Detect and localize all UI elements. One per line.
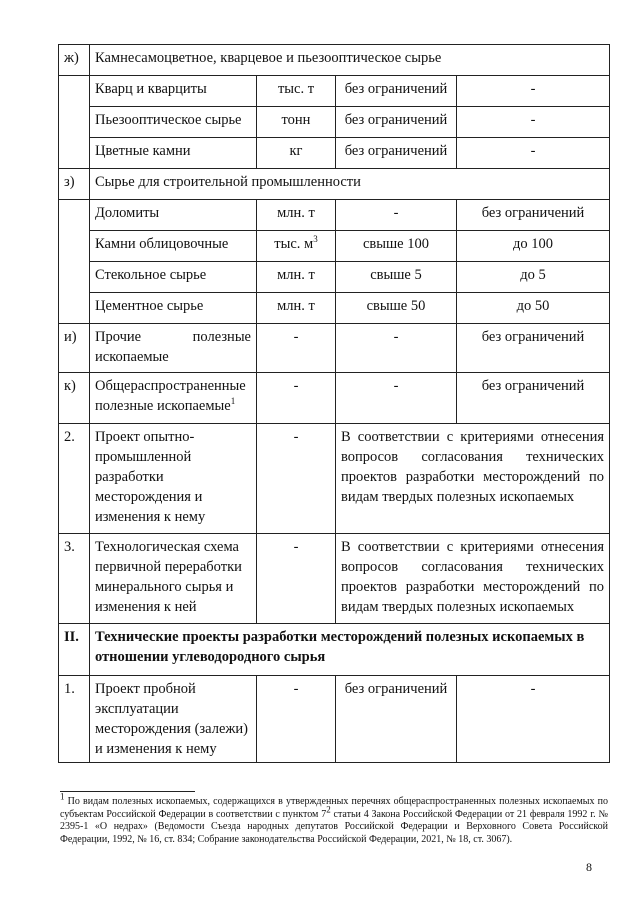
unit-cell: млн. т <box>257 262 336 293</box>
threshold-cell: - <box>336 373 457 424</box>
page-number: 8 <box>586 860 592 874</box>
group-title: Сырье для строительной промышленности <box>90 169 610 200</box>
threshold-cell: без ограничений <box>336 76 457 107</box>
threshold-cell: без ограничений <box>457 200 610 231</box>
footnote-text: статьи 4 Закона Российской Федерации от 21 февраля 1992 г. № 2395-1 «О недрах» (Ведомости Съезда народных депутатов Российской Федерации и Верховного Совета Российской Федерации, 1992, № 16, ст. 834; Собрание законодательства Российской Федерации, 2021, № 18, ст. 3067). <box>60 808 609 845</box>
empty-cell <box>59 76 90 169</box>
unit-cell: - <box>257 424 336 534</box>
threshold-cell: без ограничений <box>336 107 457 138</box>
unit-cell: - <box>257 373 336 424</box>
footnote-superscript: 2 <box>326 804 331 815</box>
project-name: Проект опытно-промышленной разработки месторождения и изменения к нему <box>90 424 257 534</box>
mineral-name: Прочие полезные ископаемые <box>90 324 257 373</box>
mineral-name: Цветные камни <box>90 138 257 169</box>
mineral-name: Стекольное сырье <box>90 262 257 293</box>
threshold-cell: без ограничений <box>457 324 610 373</box>
row-number: и) <box>59 324 90 373</box>
mineral-name: Камни облицовочные <box>90 231 257 262</box>
threshold-cell: - <box>336 324 457 373</box>
threshold-cell: - <box>457 107 610 138</box>
unit-cell: - <box>257 534 336 624</box>
name-text: Общераспространенные полезные ископаемые <box>95 378 246 414</box>
table-row <box>59 45 610 76</box>
table-row <box>59 373 610 424</box>
unit-cell: млн. т <box>257 200 336 231</box>
row-number: 1. <box>59 676 90 763</box>
threshold-cell: без ограничений <box>336 676 457 763</box>
table-row <box>59 76 610 107</box>
unit-cell: - <box>257 676 336 763</box>
row-number: з) <box>59 169 90 200</box>
unit-cell: кг <box>257 138 336 169</box>
row-number: ж) <box>59 45 90 76</box>
mineral-name: Цементное сырье <box>90 293 257 324</box>
threshold-cell: до 5 <box>457 262 610 293</box>
criteria-text: В соответствии с критериями отнесения вопросов согласования технических проектов разработки месторождений по видам твердых полезных ископаемых <box>336 424 610 534</box>
footnote-marker: 1 <box>60 791 65 802</box>
table-row <box>59 534 610 624</box>
threshold-cell: свыше 50 <box>336 293 457 324</box>
threshold-cell: - <box>457 676 610 763</box>
unit-superscript: 3 <box>313 234 318 245</box>
project-name: Технологическая схема первичной переработки минерального сырья и изменения к ней <box>90 534 257 624</box>
empty-cell <box>59 200 90 324</box>
table-row <box>59 676 610 763</box>
table-row <box>59 293 610 324</box>
threshold-cell: - <box>457 138 610 169</box>
threshold-cell: до 100 <box>457 231 610 262</box>
table-row <box>59 231 610 262</box>
mineral-name <box>90 373 257 424</box>
criteria-text: В соответствии с критериями отнесения вопросов согласования технических проектов разработки месторождений по видам твердых полезных ископаемых <box>336 534 610 624</box>
unit-cell <box>257 231 336 262</box>
name-line: Прочие полезные <box>95 329 251 345</box>
footnote-divider <box>60 791 195 792</box>
table-row <box>59 107 610 138</box>
threshold-cell: - <box>336 200 457 231</box>
table-row <box>59 200 610 231</box>
table-row <box>59 169 610 200</box>
table-row <box>59 424 610 534</box>
project-name: Проект пробной эксплуатации месторождения (залежи) и изменения к нему <box>90 676 257 763</box>
mineral-name: Пьезооптическое сырье <box>90 107 257 138</box>
section-number: II. <box>59 624 90 676</box>
requirements-table <box>58 44 610 763</box>
table-row <box>59 262 610 293</box>
row-number: к) <box>59 373 90 424</box>
unit-cell: - <box>257 324 336 373</box>
footnote-marker: 1 <box>230 396 236 407</box>
threshold-cell: без ограничений <box>457 373 610 424</box>
unit-cell: тонн <box>257 107 336 138</box>
unit-cell: тыс. т <box>257 76 336 107</box>
footnote <box>60 791 609 846</box>
section-title: Технические проекты разработки месторождений полезных ископаемых в отношении углеводородного сырья <box>90 624 610 676</box>
row-number: 3. <box>59 534 90 624</box>
mineral-name: Доломиты <box>90 200 257 231</box>
table-row <box>59 624 610 676</box>
threshold-cell: свыше 100 <box>336 231 457 262</box>
group-title: Камнесамоцветное, кварцевое и пьезооптическое сырье <box>90 45 610 76</box>
threshold-cell: до 50 <box>457 293 610 324</box>
threshold-cell: свыше 5 <box>336 262 457 293</box>
mineral-name: Кварц и кварциты <box>90 76 257 107</box>
table-row <box>59 138 610 169</box>
threshold-cell: - <box>457 76 610 107</box>
row-number: 2. <box>59 424 90 534</box>
table-row <box>59 324 610 373</box>
unit-cell: млн. т <box>257 293 336 324</box>
footnote-text: По видам полезных ископаемых, содержащихся в утвержденных перечнях общераспространенных полезных ископаемых по субъектам Российской Федерации в соответствии с пунктом 7 <box>60 796 608 820</box>
unit-text: тыс. м <box>274 236 314 252</box>
threshold-cell: без ограничений <box>336 138 457 169</box>
